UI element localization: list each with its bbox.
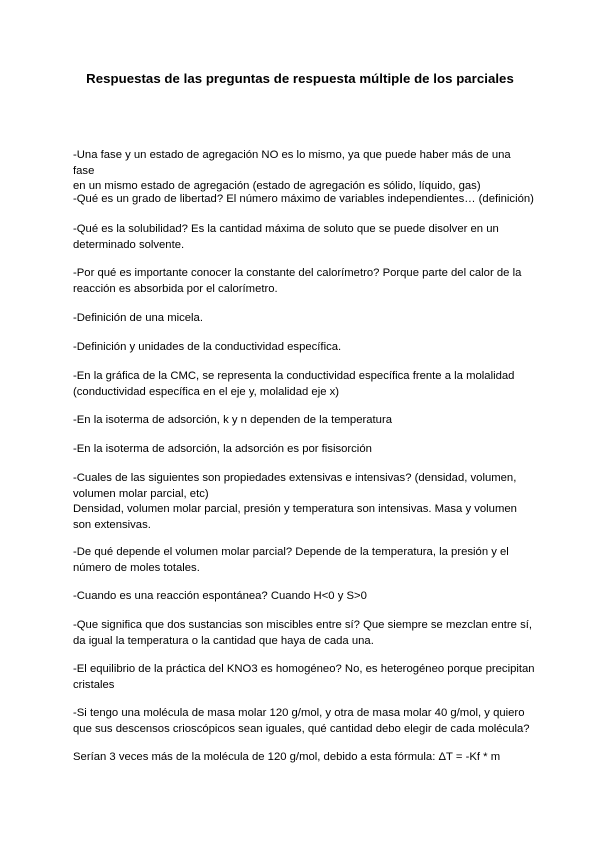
text-line: -Si tengo una molécula de masa molar 120 g/mol, y otra de masa molar 40 g/mol, y quiero — [73, 707, 525, 719]
text-line: cristales — [73, 678, 115, 691]
text-line: -Cuales de las siguientes son propiedades extensivas e intensivas? (densidad, volumen, — [73, 472, 517, 484]
text-line: -Definición de una micela. — [73, 312, 203, 324]
text-line: -Definición y unidades de la conductividad específica. — [73, 341, 342, 353]
text-line: volumen molar parcial, etc) — [73, 487, 209, 500]
text-line: en un mismo estado de agregación (estado de agregación es sólido, líquido, gas) — [73, 180, 481, 192]
para-micela — [73, 311, 535, 327]
text-line: -En la isoterma de adsorción, la adsorción es por fisisorción — [73, 443, 372, 455]
text-line: número de moles totales. — [73, 561, 200, 574]
text-line: Serían 3 veces más de la molécula de 120 g/mol, debido a esta fórmula: ΔT = -Kf * m — [73, 751, 501, 763]
para-grafica-cmc — [73, 369, 535, 400]
para-propiedades-extensivas-intensivas — [73, 471, 535, 533]
text-line: -Por qué es importante conocer la constante del calorímetro? Porque parte del calor de la — [73, 267, 522, 279]
para-descenso-crioscopico — [73, 706, 535, 737]
para-conductividad-especifica — [73, 340, 535, 356]
para-volumen-molar-parcial — [73, 545, 535, 576]
para-isoterma-fisisorcion — [73, 442, 535, 458]
para-grado-libertad — [73, 192, 535, 208]
document-title: Respuestas de las preguntas de respuesta múltiple de los parciales — [86, 71, 514, 86]
para-respuesta-formula — [73, 750, 535, 766]
text-line: -Qué es la solubilidad? Es la cantidad máxima de soluto que se puede disolver en un — [73, 223, 499, 235]
para-reaccion-espontanea — [73, 589, 535, 605]
text-line: -En la gráfica de la CMC, se representa la conductividad específica frente a la molalidad — [73, 370, 515, 382]
text-line: determinado solvente. — [73, 238, 185, 251]
para-solubilidad — [73, 222, 535, 253]
para-isoterma-k-n — [73, 413, 535, 429]
para-constante-calorimetro — [73, 266, 535, 297]
text-line: -Que significa que dos sustancias son miscibles entre sí? Que siempre se mezclan entre sí, — [73, 619, 532, 631]
text-line: -Una fase y un estado de agregación NO es lo mismo, ya que puede haber más de una fase — [73, 149, 511, 177]
text-line: -El equilibrio de la práctica del KNO3 es homogéneo? No, es heterogéneo porque precipitan — [73, 663, 535, 675]
text-line: reacción es absorbida por el calorímetro. — [73, 282, 278, 295]
para-fase-estado-agregacion — [73, 148, 535, 195]
text-line: (conductividad específica en el eje y, molalidad eje x) — [73, 385, 340, 398]
text-line: -En la isoterma de adsorción, k y n dependen de la temperatura — [73, 414, 393, 426]
text-line: son extensivas. — [73, 518, 151, 531]
text-line: Densidad, volumen molar parcial, presión y temperatura son intensivas. Masa y volumen — [73, 503, 517, 515]
text-line: que sus descensos crioscópicos sean iguales, qué cantidad debo elegir de cada molécula? — [73, 722, 530, 735]
text-line: -Qué es un grado de libertad? El número máximo de variables independientes… (definición) — [73, 193, 534, 205]
text-line: -De qué depende el volumen molar parcial? Depende de la temperatura, la presión y el — [73, 546, 509, 558]
para-equilibrio-kno3 — [73, 662, 535, 693]
text-line: -Cuando es una reacción espontánea? Cuando H<0 y S>0 — [73, 590, 367, 602]
text-line: da igual la temperatura o la cantidad que haya de cada una. — [73, 634, 374, 647]
para-miscibles — [73, 618, 535, 649]
